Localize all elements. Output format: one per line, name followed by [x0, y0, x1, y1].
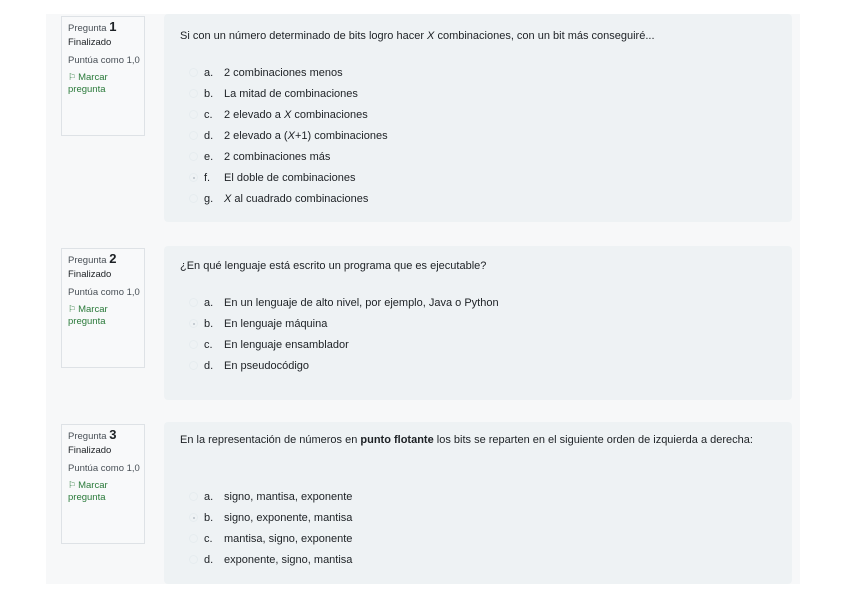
flag-question-link[interactable]: ⚐ Marcar pregunta — [68, 72, 108, 95]
answer-text: mantisa, signo, exponente — [224, 533, 353, 545]
answer-text: X al cuadrado combinaciones — [224, 193, 369, 205]
flag-question-link[interactable]: ⚐ Marcar pregunta — [68, 480, 108, 503]
answer-letter: c. — [204, 109, 213, 121]
answer-text: En lenguaje máquina — [224, 318, 328, 330]
answer-text: 2 combinaciones más — [224, 151, 331, 163]
answer-letter: d. — [204, 360, 214, 372]
answer-letter: g. — [204, 193, 214, 205]
radio-button[interactable] — [189, 131, 198, 140]
answer-text: La mitad de combinaciones — [224, 88, 358, 100]
answer-letter: a. — [204, 297, 214, 309]
flag-question-link[interactable]: ⚐ Marcar pregunta — [68, 304, 108, 327]
question-grade: Puntúa como 1,0 — [68, 287, 140, 298]
question-number: Pregunta 2 — [68, 251, 117, 266]
answer-letter: b. — [204, 318, 214, 330]
radio-button[interactable] — [189, 492, 198, 501]
radio-button[interactable] — [189, 555, 198, 564]
answer-text: 2 elevado a X combinaciones — [224, 109, 368, 121]
question-state: Finalizado — [68, 37, 112, 48]
radio-button[interactable] — [189, 110, 198, 119]
answer-text: exponente, signo, mantisa — [224, 554, 353, 566]
question-2 — [46, 246, 800, 400]
radio-button[interactable] — [189, 152, 198, 161]
flag-icon: ⚐ — [68, 304, 77, 314]
question-info — [61, 248, 145, 368]
answer-letter: a. — [204, 67, 214, 79]
question-grade: Puntúa como 1,0 — [68, 55, 140, 66]
radio-button[interactable] — [189, 534, 198, 543]
answer-letter: b. — [204, 88, 214, 100]
radio-button-checked[interactable] — [189, 173, 198, 182]
question-3 — [46, 422, 800, 584]
flag-icon: ⚐ — [68, 480, 77, 490]
radio-button[interactable] — [189, 361, 198, 370]
answer-letter: c. — [204, 533, 213, 545]
answer-letter: b. — [204, 512, 214, 524]
question-content — [164, 246, 792, 400]
answer-letter: d. — [204, 554, 214, 566]
radio-button-checked[interactable] — [189, 319, 198, 328]
answer-text: En pseudocódigo — [224, 360, 310, 372]
question-text: En la representación de números en punto flotante los bits se reparten en el siguiente orden de izquierda a derecha: — [180, 434, 753, 446]
question-1 — [46, 14, 800, 224]
radio-button[interactable] — [189, 68, 198, 77]
question-text: ¿En qué lenguaje está escrito un programa que es ejecutable? — [180, 260, 487, 272]
question-content — [164, 422, 792, 584]
question-info — [61, 424, 145, 544]
answer-text: El doble de combinaciones — [224, 172, 356, 184]
question-number: Pregunta 3 — [68, 427, 117, 442]
answer-text: signo, exponente, mantisa — [224, 512, 353, 524]
answer-letter: c. — [204, 339, 213, 351]
question-grade: Puntúa como 1,0 — [68, 463, 140, 474]
radio-button[interactable] — [189, 89, 198, 98]
question-number: Pregunta 1 — [68, 19, 117, 34]
answer-text: 2 elevado a (X+1) combinaciones — [224, 130, 388, 142]
radio-button[interactable] — [189, 194, 198, 203]
answer-text: En un lenguaje de alto nivel, por ejemplo, Java o Python — [224, 297, 499, 309]
radio-button-checked[interactable] — [189, 513, 198, 522]
radio-button[interactable] — [189, 298, 198, 307]
question-state: Finalizado — [68, 445, 112, 456]
answer-letter: d. — [204, 130, 214, 142]
radio-button[interactable] — [189, 340, 198, 349]
question-text: Si con un número determinado de bits logro hacer X combinaciones, con un bit más conseguiré... — [180, 30, 655, 42]
answer-letter: e. — [204, 151, 214, 163]
question-info — [61, 16, 145, 136]
answer-text: 2 combinaciones menos — [224, 67, 343, 79]
answer-letter: f. — [204, 172, 211, 184]
question-content — [164, 14, 792, 222]
answer-text: signo, mantisa, exponente — [224, 491, 353, 503]
question-state: Finalizado — [68, 269, 112, 280]
flag-icon: ⚐ — [68, 72, 77, 82]
answer-letter: a. — [204, 491, 214, 503]
answer-text: En lenguaje ensamblador — [224, 339, 349, 351]
